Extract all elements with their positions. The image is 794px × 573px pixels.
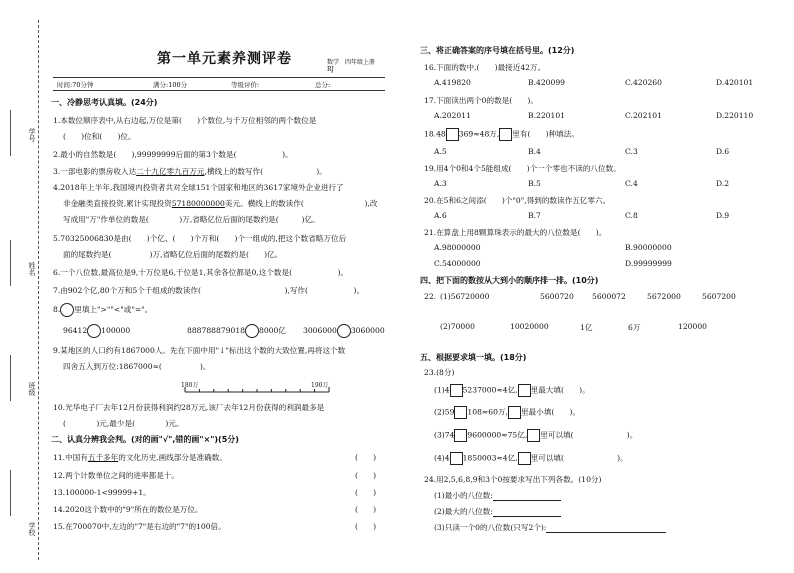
judge-item-14: 14.2020这个数中的"9"所在的数位是万位。 (53, 505, 203, 514)
subject-label: 数学 四年级上册 RJ (327, 59, 382, 73)
judge-item-12: 12.两个计数单位之间的进率都是十。 (53, 471, 179, 480)
number-item: 5607200 (702, 292, 736, 301)
digit-box[interactable] (499, 128, 512, 141)
question-19: 19.用4个0和4个5能组成( )个一个零也不读的八位数。 (424, 164, 621, 173)
section-5-heading: 五、根据要求填一填。(18分) (420, 353, 527, 362)
section-3-heading: 三、将正确答案的序号填在括号里。(12分) (420, 46, 575, 55)
compare-item: 888788879018 8000亿 (187, 324, 286, 338)
question-4-line1: 4.2018年上半年,我国境内投资者共对全球151个国家和地区的3617家境外企业进行了 (53, 183, 344, 192)
number-item: 120000 (678, 322, 707, 331)
answer-blank[interactable] (493, 491, 561, 501)
judge-answer-paren[interactable]: ( ) (355, 488, 377, 497)
digit-box[interactable] (450, 452, 463, 465)
number-item: (1)56720000 (440, 292, 490, 301)
binding-line (10, 110, 11, 156)
question-3: 3.一部电影的票房收入达二十九亿零九百万元,横线上的数写作( )。 (53, 167, 327, 176)
digit-box[interactable] (518, 452, 531, 465)
answer-line-item: (2)最大的八位数: (434, 506, 561, 517)
compare-item: 3006000 3060000 (303, 324, 385, 338)
question-20: 20.在5和6之间添( )个"0",得到的数读作五亿零六。 (424, 196, 611, 205)
question-17: 17.下面读出两个0的数是( )。 (424, 96, 538, 105)
compare-item: 96412 100000 (63, 324, 130, 338)
page-title: 第一单元素养测评卷 (157, 51, 292, 67)
question-9-line2: 四舍五入到万位:1867000≈( )。 (63, 362, 211, 371)
answer-line-item: (3)只读一个0的八位数(只写2个): (434, 522, 666, 533)
option-c[interactable]: C.54000000 (434, 259, 481, 268)
option-a[interactable]: A.202011 (434, 111, 471, 120)
digit-box[interactable] (518, 384, 531, 397)
option-d[interactable]: D.420101 (716, 78, 754, 87)
option-a[interactable]: A.419820 (434, 78, 471, 87)
option-d[interactable]: D.9 (716, 211, 730, 220)
binding-label-name: 姓名 (28, 262, 36, 276)
question-23-label: 23.(8分) (424, 368, 455, 377)
number-line[interactable] (177, 386, 337, 398)
estimate-item: (3)74 9600000≈75亿, 里可以填( )。 (434, 429, 637, 442)
axis-end-label: 190万 (311, 382, 329, 389)
option-b[interactable]: B.5 (528, 179, 541, 188)
judge-item-13: 13.100000-1<99999+1。 (53, 488, 151, 497)
option-c[interactable]: C.8 (625, 211, 638, 220)
number-item: 5600720 (540, 292, 574, 301)
compare-circle[interactable] (245, 324, 259, 338)
number-line-ticks (185, 387, 329, 392)
number-item: 6万 (628, 323, 641, 332)
option-c[interactable]: C.202101 (625, 111, 662, 120)
total-info: 总分: (315, 81, 331, 89)
binding-line (10, 240, 11, 286)
exam-meta-bar (53, 77, 385, 91)
compare-circle[interactable] (60, 303, 74, 317)
question-8: 8. 里填上">""<"或"="。 (53, 303, 152, 317)
grade-info: 等级评价: (231, 81, 260, 89)
question-10-line2: ( )元,最少是( )元。 (63, 419, 184, 428)
option-c[interactable]: C.3 (625, 147, 638, 156)
question-2: 2.最小的自然数是( ),99999999后面的第3个数是( )。 (53, 150, 293, 159)
option-d[interactable]: D.2 (716, 179, 730, 188)
option-a[interactable]: A.5 (434, 147, 447, 156)
digit-box[interactable] (527, 429, 540, 442)
option-b[interactable]: B.7 (528, 211, 541, 220)
score-info: 满分:100分 (153, 81, 188, 89)
option-b[interactable]: B.420099 (528, 78, 565, 87)
judge-answer-paren[interactable]: ( ) (355, 471, 377, 480)
compare-circle[interactable] (337, 324, 351, 338)
binding-line (10, 470, 11, 516)
question-10-line1: 10.光华电子厂去年12月份获得利润约28万元,该厂去年12月份获得的利润最多是 (53, 403, 325, 412)
judge-item-15: 15.在700070中,左边的"7"是右边的"7"的100倍。 (53, 522, 226, 531)
option-c[interactable]: C.420260 (625, 78, 662, 87)
question-5-line1: 5.70325006830是由( )个亿、( )个万和( )个一组成的,把这个数省略万位后 (53, 234, 347, 243)
question-6: 6.一个八位数,最高位是9,十万位是6,千位是1,其余各位都是0,这个数是( )。 (53, 268, 349, 277)
question-5-line2: 面的尾数约是( )万,省略亿位后面的尾数约是( )亿。 (63, 250, 283, 259)
question-9-line1: 9.某地区的人口约有1867000人。先在下面中用"↓"标出这个数的大致位置,再将这个数 (53, 346, 346, 355)
number-item: (2)70000 (440, 322, 475, 331)
option-b[interactable]: B.220101 (528, 111, 565, 120)
digit-box[interactable] (508, 406, 521, 419)
option-d[interactable]: D.99999999 (625, 259, 672, 268)
option-a[interactable]: A.98000000 (434, 243, 481, 252)
binding-margin (0, 0, 44, 573)
answer-line-item: (1)最小的八位数: (434, 490, 561, 501)
estimate-item: (4)4 1850003≈4亿, 里可以填( )。 (434, 452, 628, 465)
digit-box[interactable] (454, 429, 467, 442)
option-b[interactable]: B.90000000 (625, 243, 672, 252)
judge-item-11: 11.中国有五千多年的文化历史,画线部分是准确数。 (53, 453, 227, 462)
answer-blank[interactable] (546, 523, 666, 533)
question-4-line2: 非金融类直接投资,累计实现投资57180000000美元。横线上的数读作( ),改 (63, 199, 378, 208)
number-item: 10020000 (510, 322, 549, 331)
section-2-heading: 二、认真分辨我会判。(对的画"√",错的画"×")(5分) (51, 435, 239, 444)
option-a[interactable]: A.3 (434, 179, 447, 188)
number-item: 1亿 (580, 323, 593, 332)
question-21: 21.在算盘上用8颗算珠表示的最大的八位数是( )。 (424, 228, 607, 237)
question-1-line2: ( )位和( )位。 (63, 132, 136, 141)
binding-label-student-id: 学号 (28, 128, 36, 142)
section-4-heading: 四、把下面的数按从大到小的顺序排一排。(10分) (420, 276, 599, 285)
section-1-heading: 一、冷静思考认真填。(24分) (51, 98, 158, 107)
option-d[interactable]: D.220110 (716, 111, 754, 120)
judge-answer-paren[interactable]: ( ) (355, 505, 377, 514)
question-24: 24.用2,5,6,8,9和3个0按要求写出下列各数。(10分) (424, 475, 602, 484)
estimate-item: (1)4 5237000≈4亿, 里最大填( )。 (434, 384, 590, 397)
option-b[interactable]: B.4 (528, 147, 541, 156)
question-22-label: 22. (424, 292, 437, 301)
number-item: 5672000 (647, 292, 681, 301)
answer-blank[interactable] (493, 507, 561, 517)
question-18: 18.48 369≈48万, 里有( )种填法。 (424, 128, 579, 141)
cut-line (38, 20, 39, 560)
digit-box[interactable] (454, 406, 467, 419)
compare-circle[interactable] (87, 324, 101, 338)
question-1-line1: 1.本数位顺序表中,从右边起,万位是第( )个数位,与千万位相邻的两个数位是 (53, 116, 317, 125)
binding-label-class: 班级 (28, 382, 36, 396)
axis-start-label: 180万 (181, 382, 199, 389)
digit-box[interactable] (450, 384, 463, 397)
number-item: 5600072 (592, 292, 626, 301)
option-d[interactable]: D.6 (716, 147, 730, 156)
question-16: 16.下面的数中,( )最接近42万。 (424, 63, 546, 72)
binding-label-school: 学校 (28, 522, 36, 536)
judge-answer-paren[interactable]: ( ) (355, 453, 377, 462)
judge-answer-paren[interactable]: ( ) (355, 522, 377, 531)
question-7: 7.由902个亿,80个万和5个千组成的数读作( ),写作( )。 (53, 286, 365, 295)
digit-box[interactable] (446, 128, 459, 141)
option-a[interactable]: A.6 (434, 211, 447, 220)
binding-line (10, 355, 11, 401)
estimate-item: (2)59 108≈60万, 里最小填( )。 (434, 406, 580, 419)
question-4-line3: 写成用"万"作单位的数是( )万,省略亿位后面的尾数约是( )亿。 (63, 215, 320, 224)
option-c[interactable]: C.4 (625, 179, 638, 188)
time-info: 时间:70分钟 (57, 81, 94, 89)
